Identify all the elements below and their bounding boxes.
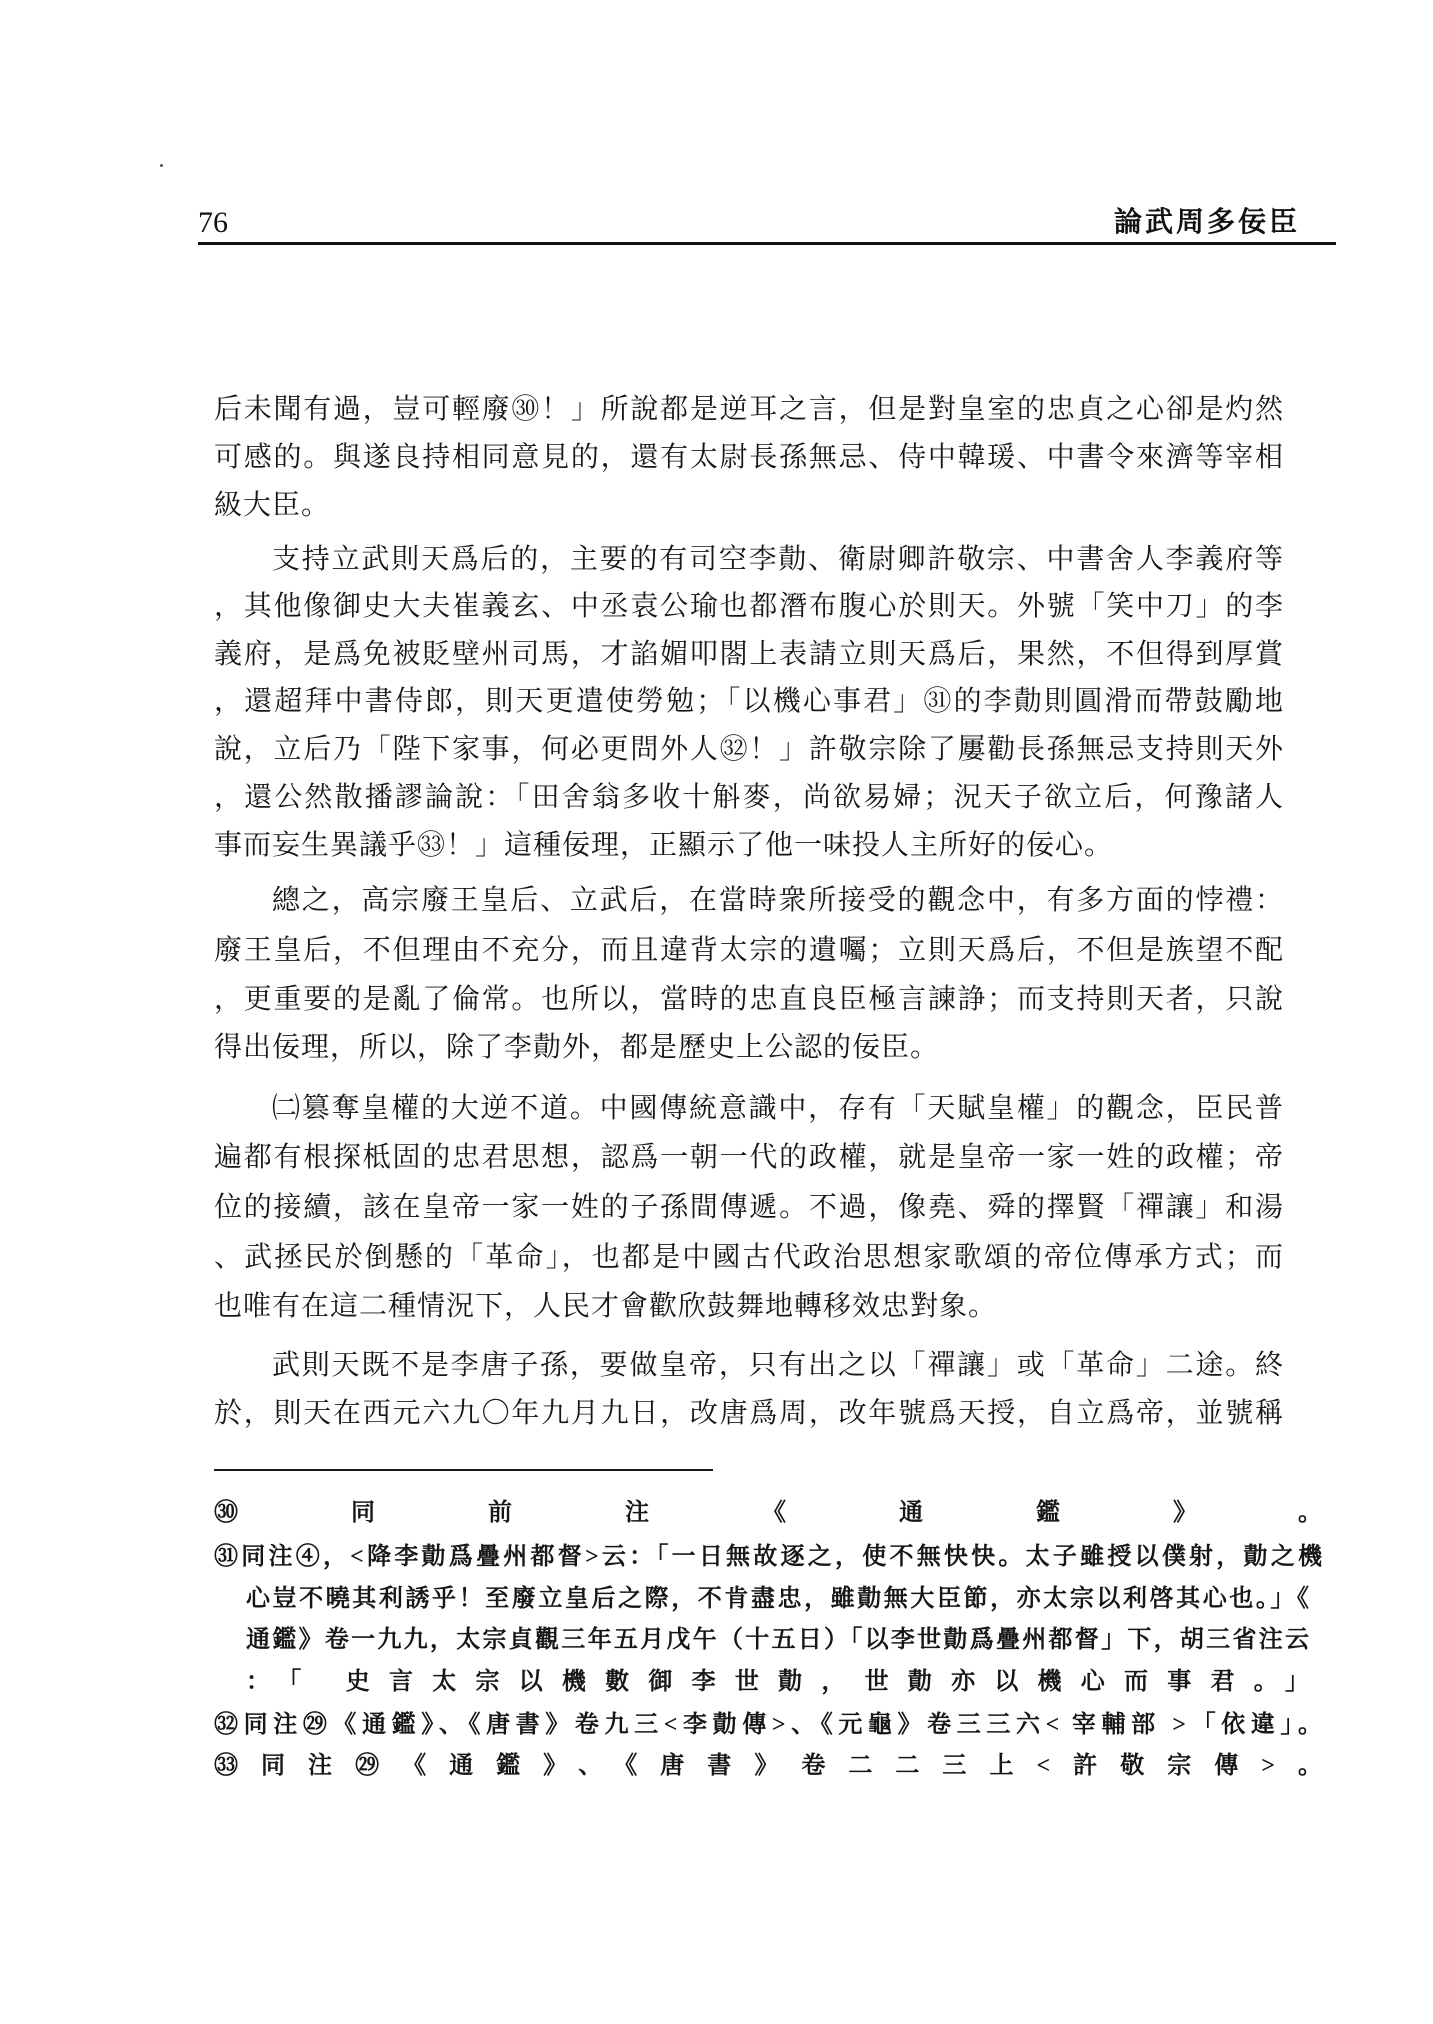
footnote-30: ㉚同前注《通鑑》。	[214, 1500, 1323, 1526]
paragraph-3-line-3: ，更重要的是亂了倫常。也所以，當時的忠直良臣極言諫諍；而支持則天者，只說	[214, 984, 1284, 1015]
footnote-31-line-4: ：「 史言太宗以機數御李世勣，世勣亦以機心而事君。」	[246, 1669, 1310, 1695]
paragraph-5-line-1: 武則天既不是李唐子孫，要做皇帝，只有出之以「禪讓」或「革命」二途。終	[272, 1350, 1284, 1381]
footnote-rule	[214, 1469, 713, 1471]
paragraph-2-line-6: ，還公然散播謬論說：「田舍翁多收十斛麥，尚欲易婦；況天子欲立后，何豫諸人	[214, 782, 1284, 813]
paragraph-1-line-1: 后未聞有過，豈可輕廢㉚！」所說都是逆耳之言，但是對皇室的忠貞之心卻是灼然	[214, 394, 1284, 425]
paragraph-4-line-3: 位的接續，該在皇帝一家一姓的子孫間傳遞。不過，像堯、舜的擇賢「禪讓」和湯	[214, 1192, 1284, 1223]
paragraph-3-line-1: 總之，高宗廢王皇后、立武后，在當時衆所接受的觀念中，有多方面的悖禮：	[272, 885, 1284, 916]
paragraph-4-line-5: 也唯有在這二種情況下，人民才會歡欣鼓舞地轉移效忠對象。	[214, 1291, 998, 1322]
footnote-31-line-2: 心豈不曉其利誘乎！至廢立皇后之際，不肯盡忠，雖勣無大臣節，亦太宗以利啓其心也。」《	[246, 1586, 1310, 1612]
paragraph-4-line-4: 、武拯民於倒懸的「革命」，也都是中國古代政治思想家歌頌的帝位傳承方式；而	[214, 1242, 1284, 1273]
page-number: 76	[198, 206, 228, 239]
paragraph-4-line-2: 遍都有根探柢固的忠君思想，認爲一朝一代的政權，就是皇帝一家一姓的政權；帝	[214, 1142, 1284, 1173]
paragraph-5-line-2: 於，則天在西元六九〇年九月九日，改唐爲周，改年號爲天授，自立爲帝，並號稱	[214, 1398, 1284, 1429]
scan-speck	[160, 164, 163, 167]
footnote-32: ㉜同注㉙《通鑑》、《唐書》卷九三<李勣傳>、《元龜》卷三三六< 宰輔部 >「依違」。	[214, 1712, 1323, 1738]
running-title: 論武周多佞臣	[1113, 207, 1300, 238]
header-rule	[198, 242, 1336, 245]
footnote-33: ㉝同注㉙《通鑑》、《唐書》卷二二三上<許敬宗傳>。	[214, 1753, 1323, 1779]
paragraph-1-line-2: 可感的。與遂良持相同意見的，還有太尉長孫無忌、侍中韓瑗、中書令來濟等宰相	[214, 442, 1284, 473]
paragraph-2-line-3: 義府，是爲免被貶壁州司馬，才諂媚叩閤上表請立則天爲后，果然，不但得到厚賞	[214, 639, 1284, 670]
paragraph-3-line-4: 得出佞理，所以，除了李勣外，都是歷史上公認的佞臣。	[214, 1032, 940, 1063]
paragraph-2-line-5: 說，立后乃「陛下家事，何必更問外人㉜！」許敬宗除了屢勸長孫無忌支持則天外	[214, 734, 1284, 765]
paragraph-1-line-3: 級大臣。	[214, 490, 331, 521]
paragraph-2-line-2: ，其他像御史大夫崔義玄、中丞袁公瑜也都潛布腹心於則天。外號「笑中刀」的李	[214, 591, 1284, 622]
paragraph-2-line-7: 事而妄生異議乎㉝！」這種佞理，正顯示了他一味投人主所好的佞心。	[214, 830, 1114, 861]
paragraph-4-line-1: ㈡篡奪皇權的大逆不道。中國傳統意識中，存有「天賦皇權」的觀念，臣民普	[272, 1093, 1284, 1124]
footnote-31-line-1: ㉛同注④，<降李勣爲疊州都督>云：「一日無故逐之，使不無快快。太子雖授以僕射，勣之機	[214, 1544, 1323, 1570]
paragraph-2-line-1: 支持立武則天爲后的，主要的有司空李勣、衛尉卿許敬宗、中書舍人李義府等	[272, 544, 1284, 575]
footnote-31-line-3: 通鑑》卷一九九，太宗貞觀三年五月戊午（十五日）「以李世勣爲疊州都督」下，胡三省注云	[246, 1627, 1310, 1653]
paragraph-2-line-4: ，還超拜中書侍郎，則天更遣使勞勉；「以機心事君」㉛的李勣則圓滑而帶鼓勵地	[214, 686, 1284, 717]
paragraph-3-line-2: 廢王皇后，不但理由不充分，而且違背太宗的遺囑；立則天爲后，不但是族望不配	[214, 935, 1284, 966]
